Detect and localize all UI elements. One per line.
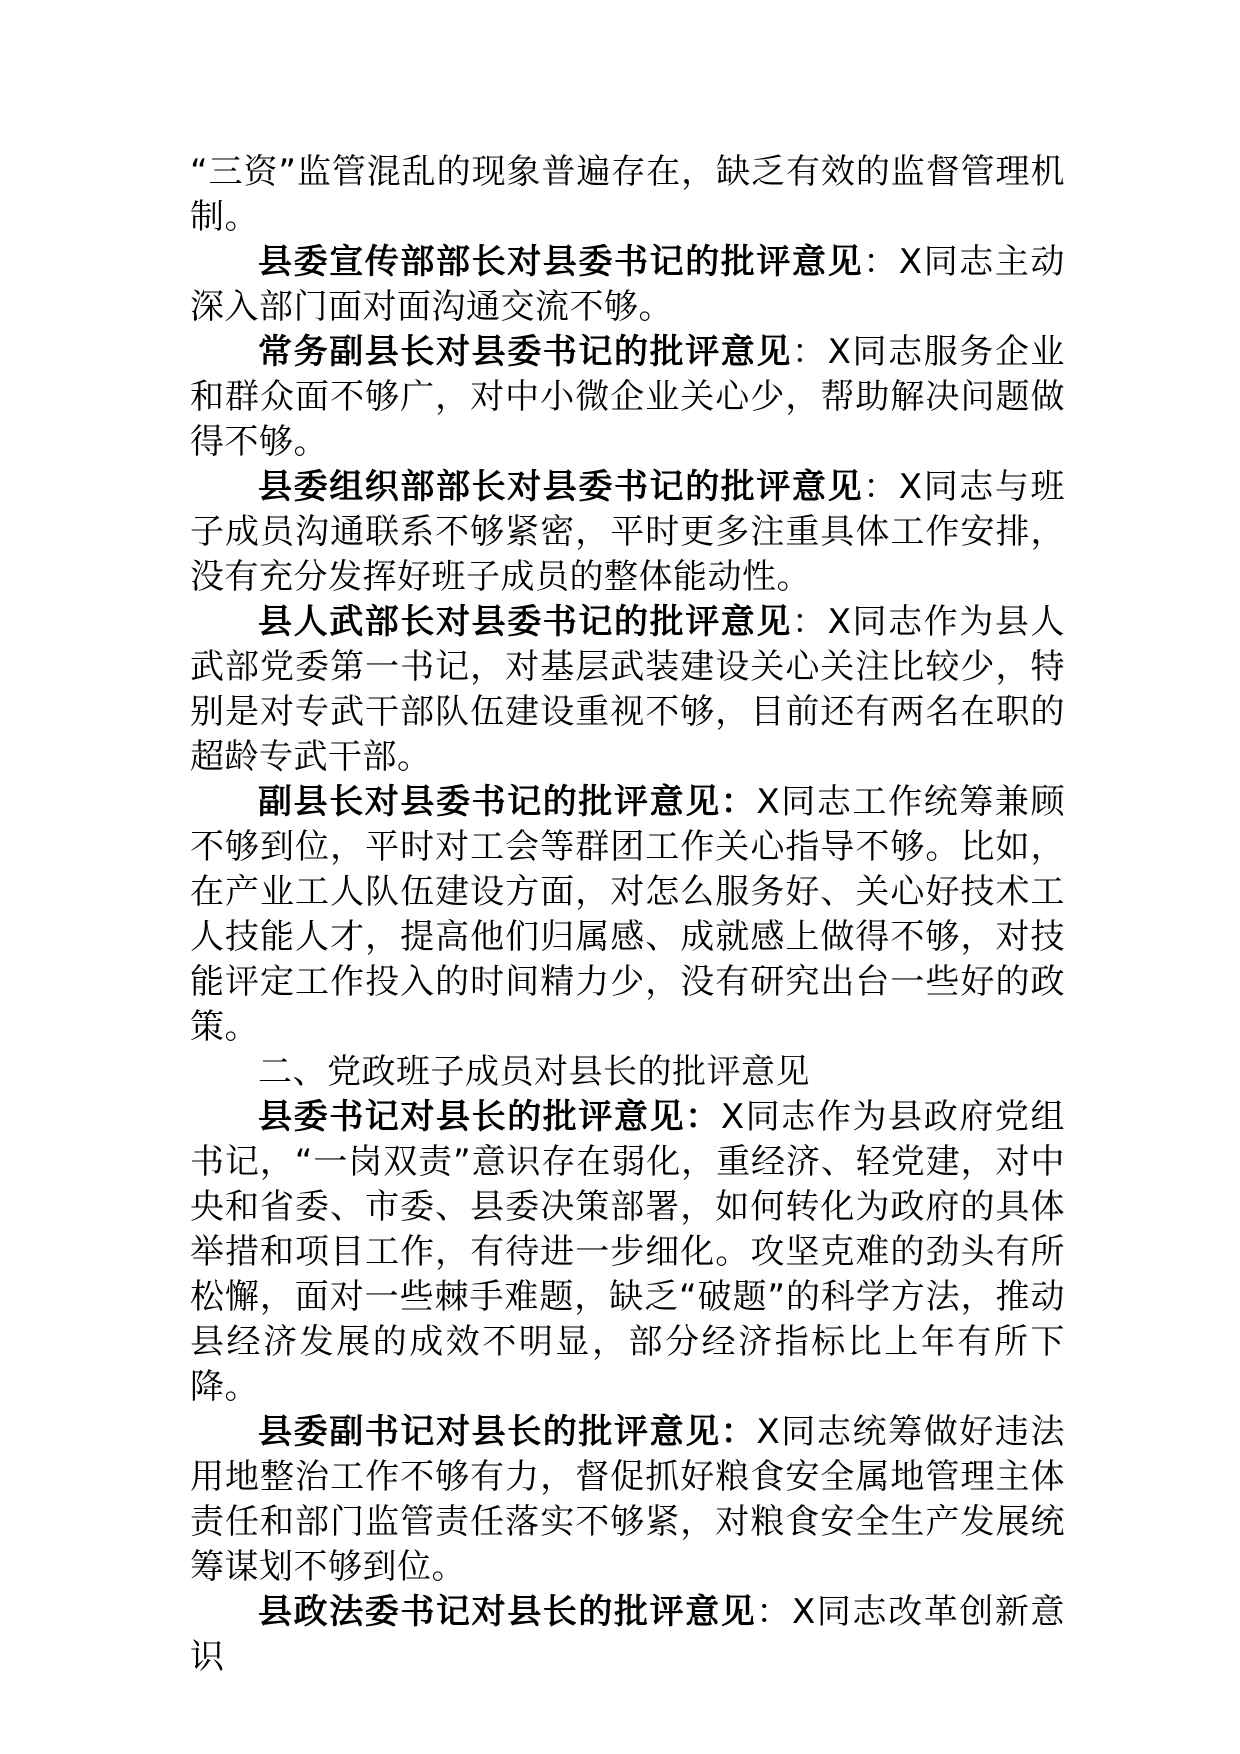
- section-heading: [190, 1050, 1065, 1095]
- paragraph-critique: [190, 330, 1065, 465]
- paragraph-text: ：X同志改革创新意识: [190, 1592, 1065, 1677]
- paragraph-text: X同志统筹做好违法用地整治工作不够有力，督促抓好粮食安全属地管理主体责任和部门监管责任落实不够紧，对粮食安全生产发展统筹谋划不够到位。: [190, 1412, 1065, 1587]
- paragraph-critique: [190, 240, 1065, 330]
- paragraph-critique: [190, 465, 1065, 600]
- paragraph-label: 县委副书记对县长的批评意见：: [258, 1412, 757, 1452]
- paragraph-label: 县委组织部部长对县委书记的批评意见: [258, 467, 864, 507]
- paragraph-critique: [190, 1095, 1065, 1410]
- paragraph-label: 副县长对县委书记的批评意见：: [258, 782, 757, 822]
- paragraph-critique: [190, 1590, 1065, 1680]
- paragraph-label: 常务副县长对县委书记的批评意见: [258, 332, 793, 372]
- paragraph-text: X同志作为县政府党组书记，“一岗双责”意识存在弱化，重经济、轻党建，对中央和省委、市委、县委决策部署，如何转化为政府的具体举措和项目工作，有待进一步细化。攻坚克难的劲头有所松懈，面对一些棘手难题，缺乏“破题”的科学方法，推动县经济发展的成效不明显，部分经济指标比上年有所下降。: [190, 1097, 1066, 1407]
- paragraph-text: ：X同志作为县人武部党委第一书记，对基层武装建设关心关注比较少，特别是对专武干部队伍建设重视不够，目前还有两名在职的超龄专武干部。: [190, 602, 1066, 777]
- section-heading-text: 二、党政班子成员对县长的批评意见: [258, 1052, 810, 1092]
- paragraph-label: 县人武部长对县委书记的批评意见: [258, 602, 793, 642]
- paragraph-text: “三资”监管混乱的现象普遍存在，缺乏有效的监督管理机制。: [190, 152, 1065, 237]
- paragraph-text: ：X同志服务企业和群众面不够广，对中小微企业关心少，帮助解决问题做得不够。: [190, 332, 1066, 462]
- paragraph-continuation: [190, 150, 1065, 240]
- paragraph-text: ：X同志与班子成员沟通联系不够紧密，平时更多注重具体工作安排，没有充分发挥好班子成员的整体能动性。: [190, 467, 1065, 597]
- paragraph-text: X同志工作统筹兼顾不够到位，平时对工会等群团工作关心指导不够。比如，在产业工人队伍建设方面，对怎么服务好、关心好技术工人技能人才，提高他们归属感、成就感上做得不够，对技能评定工作投入的时间精力少，没有研究出台一些好的政策。: [190, 782, 1065, 1047]
- paragraph-critique: [190, 1410, 1065, 1590]
- paragraph-critique: [190, 780, 1065, 1050]
- paragraph-critique: [190, 600, 1065, 780]
- paragraph-text: ：X同志主动深入部门面对面沟通交流不够。: [190, 242, 1065, 327]
- document-page: [190, 150, 1065, 1680]
- paragraph-label: 县政法委书记对县长的批评意见: [258, 1592, 757, 1632]
- paragraph-label: 县委书记对县长的批评意见：: [258, 1097, 721, 1137]
- paragraph-label: 县委宣传部部长对县委书记的批评意见: [258, 242, 864, 282]
